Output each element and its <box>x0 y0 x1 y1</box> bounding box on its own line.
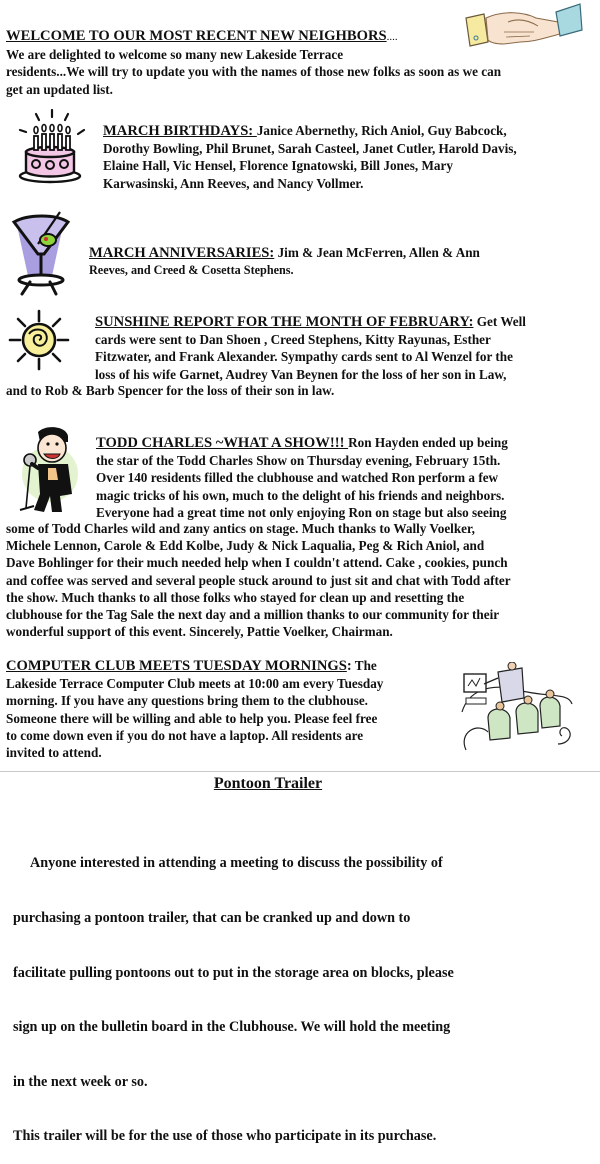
pontoon-section <box>13 818 454 1164</box>
computer-club-heading-colon: : <box>346 658 352 674</box>
pontoon-line: This trailer will be for the use of those who participate in its purchase. <box>13 1128 437 1145</box>
computer-club-line: invited to attend. <box>6 745 102 761</box>
todd-charles-line: Over 140 residents filled the clubhouse and watched Ron perform a few <box>96 470 499 486</box>
section-divider <box>0 771 600 772</box>
computer-club-section <box>6 657 383 761</box>
birthdays-line: Janice Abernethy, Rich Aniol, Guy Babcock, <box>256 123 507 138</box>
todd-charles-line: clubhouse for the Tag Sale the next day and a million thanks to our community for their <box>6 607 500 623</box>
computer-club-heading: COMPUTER CLUB MEETS TUESDAY MORNINGS <box>6 658 347 674</box>
welcome-section <box>6 27 501 98</box>
pontoon-heading-wrap <box>0 775 536 793</box>
todd-charles-line: wonderful support of this event. Sincerely, Pattie Voelker, Chairman. <box>6 624 393 640</box>
entertainer-microphone-icon <box>8 424 84 516</box>
pontoon-heading: Pontoon Trailer <box>213 775 323 792</box>
pontoon-line: facilitate pulling pontoons out to put in the storage area on blocks, please <box>13 964 454 981</box>
anniversaries-section <box>89 244 480 279</box>
birthdays-line: Karwasinski, Ann Reeves, and Nancy Vollmer. <box>103 175 364 191</box>
anniversaries-line: Reeves, and Creed & Cosetta Stephens. <box>89 263 294 278</box>
todd-charles-line: Ron Hayden ended up being <box>348 435 508 450</box>
todd-charles-line: some of Todd Charles wild and zany antics on stage. Much thanks to Wally Voelker, <box>6 521 475 536</box>
todd-charles-line: the show. Much thanks to all those folks who stayed for clean up and resetting the <box>6 589 465 605</box>
todd-charles-line: Dave Bohlinger for their much needed help when I couldn't attend. Cake , cookies, punch <box>6 555 508 571</box>
sunshine-last-line: and to Rob & Barb Spencer for the loss of their son in law. <box>6 383 335 398</box>
sunshine-line: cards were sent to Dan Shoen , Creed Stephens, Kitty Rayunas, Esther <box>95 332 491 348</box>
birthdays-section <box>103 122 517 192</box>
welcome-line: get an updated list. <box>6 81 113 97</box>
pontoon-line: in the next week or so. <box>13 1073 148 1090</box>
welcome-line: We are delighted to welcome so many new Lakeside Terrace <box>6 47 344 63</box>
sunshine-line: Fitzwater, and Frank Alexander. Sympathy cards sent to Al Wenzel for the <box>95 349 513 365</box>
pontoon-line: purchasing a pontoon trailer, that can be cranked up and down to <box>13 910 411 927</box>
sunshine-line: Get Well <box>473 314 526 329</box>
sunshine-section <box>95 313 526 383</box>
pontoon-line: Anyone interested in attending a meeting to discuss the possibility of <box>13 855 443 872</box>
birthdays-line: Dorothy Bowling, Phil Brunet, Sarah Casteel, Janet Cutler, Harold Davis, <box>103 141 517 157</box>
todd-charles-line: the star of the Todd Charles Show on Thursday evening, February 15th. <box>96 453 501 469</box>
computer-club-line: morning. If you have any questions bring them to the clubhouse. <box>6 693 368 709</box>
birthdays-line: Elaine Hall, Vic Hensel, Florence Ignatowski, Bill Jones, Mary <box>103 158 453 174</box>
birthdays-heading: MARCH BIRTHDAYS: <box>103 123 257 139</box>
martini-glass-icon <box>8 210 72 296</box>
computer-club-line: Lakeside Terrace Computer Club meets at 10:00 am every Tuesday <box>6 676 384 692</box>
todd-charles-line: Everyone had a great time not only enjoying Ron on stage but also seeing <box>96 504 507 520</box>
todd-charles-line: and coffee was served and several people stuck around to just sit and chat with Todd after <box>6 572 511 588</box>
computer-class-icon <box>458 662 578 754</box>
todd-charles-section <box>96 434 508 521</box>
welcome-heading-ellipsis: .... <box>386 31 398 43</box>
computer-club-line: to come down even if you do not have a laptop. All residents are <box>6 727 364 743</box>
todd-charles-line: magic tricks of his own, much to the delight of his friends and neighbors. <box>96 487 505 503</box>
anniversaries-line: Jim & Jean McFerren, Allen & Ann <box>274 245 480 260</box>
todd-charles-heading: TODD CHARLES ~WHAT A SHOW!!! <box>96 435 349 451</box>
sunshine-heading: SUNSHINE REPORT FOR THE MONTH OF FEBRUARY: <box>95 314 474 330</box>
sunshine-line: loss of his wife Garnet, Audrey Van Beynen for the loss of her son in Law, <box>95 366 507 382</box>
todd-charles-continued <box>6 520 511 640</box>
pontoon-line: sign up on the bulletin board in the Clubhouse. We will hold the meeting <box>13 1019 451 1036</box>
todd-charles-line: Michele Lennon, Carole & Edd Kolbe, Judy & Nick Laqualia, Peg & Rich Aniol, and <box>6 538 485 554</box>
computer-club-line: The <box>351 658 377 673</box>
sun-icon <box>8 309 70 371</box>
computer-club-line: Someone there will be willing and able to help you. Please feel free <box>6 710 378 726</box>
welcome-heading: WELCOME TO OUR MOST RECENT NEW NEIGHBORS <box>6 28 387 44</box>
handshake-icon <box>464 2 584 48</box>
anniversaries-heading: MARCH ANNIVERSARIES: <box>89 245 275 261</box>
birthday-cake-icon <box>10 106 88 186</box>
welcome-line: residents...We will try to update you with the names of those new folks as soon as we can <box>6 64 502 80</box>
